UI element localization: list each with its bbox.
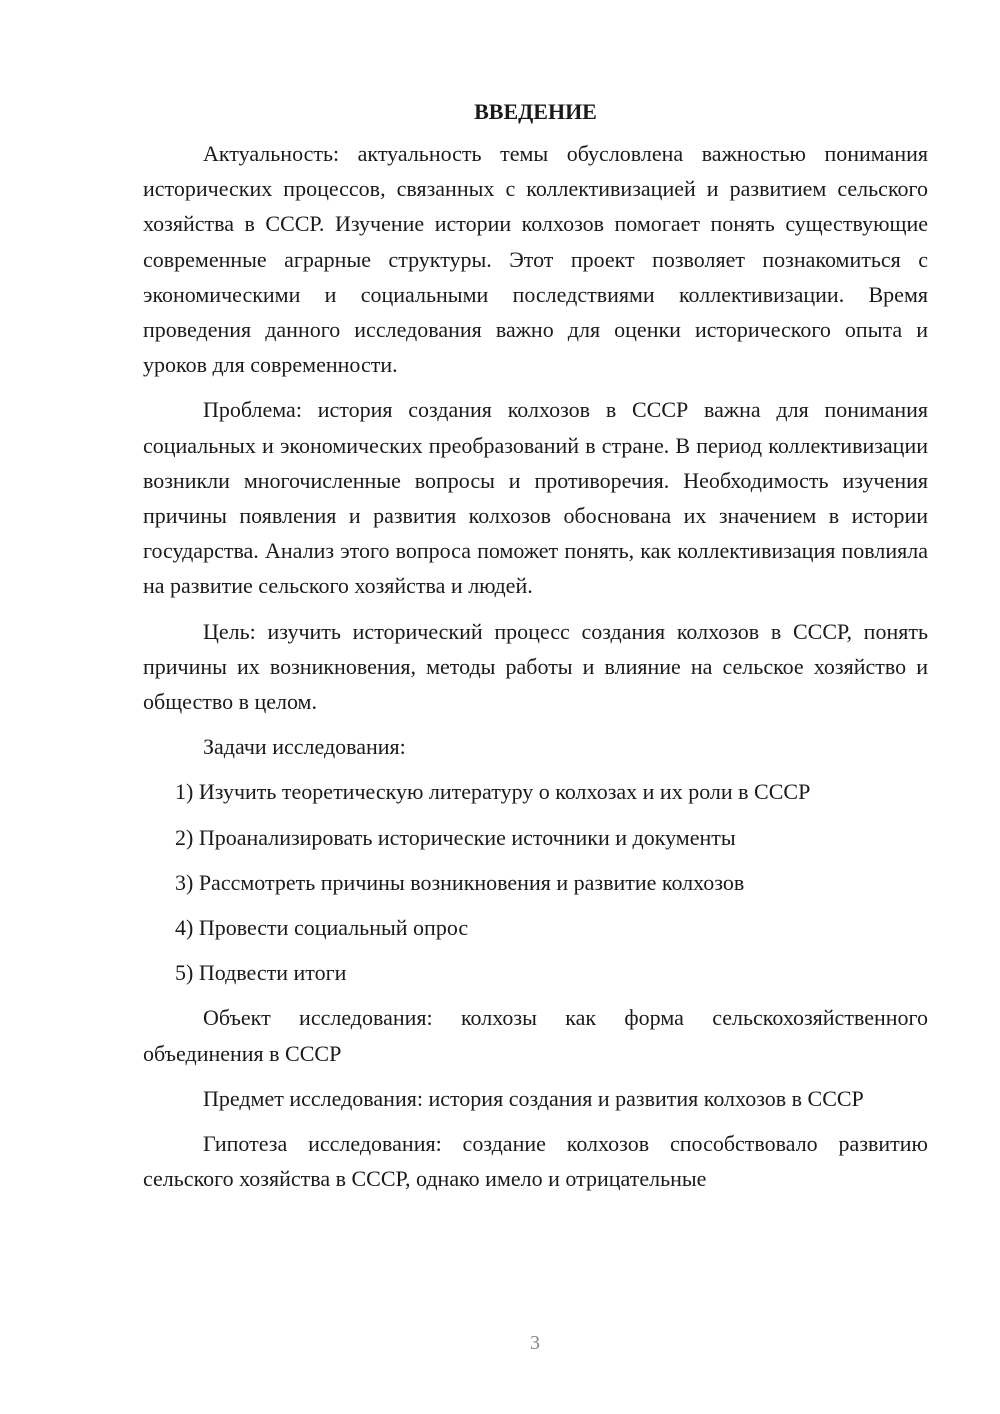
document-page	[143, 94, 928, 1206]
task-item: 1) Изучить теоретическую литературу о колхозах и их роли в СССР	[175, 779, 811, 805]
task-item: 3) Рассмотреть причины возникновения и развитие колхозов	[175, 869, 745, 895]
tasks-label: Задачи исследования:	[203, 734, 406, 760]
relevance-paragraph: Актуальность: актуальность темы обусловлена важностью понимания исторических процессов, связанных с коллективизацией и развитием сельского хозяйства в СССР. Изучение истории колхозов помогает понять существующие современные аграрные структуры. Этот проект позволяет познакомиться с экономическими и социальными последствиями коллективизации. Время проведения данного исследования важно для оценки исторического опыта и уроков для современности.	[143, 141, 928, 378]
problem-paragraph: Проблема: история создания колхозов в СССР важна для понимания социальных и экономических преобразований в стране. В период коллективизации возникли многочисленные вопросы и противоречия. Необходимость изучения причины появления и развития колхозов обоснована их значением в истории государства. Анализ этого вопроса поможет понять, как коллективизация повлияла на развитие сельского хозяйства и людей.	[143, 397, 928, 599]
goal-paragraph: Цель: изучить исторический процесс создания колхозов в СССР, понять причины их возникновения, методы работы и влияние на сельское хозяйство и общество в целом.	[143, 618, 928, 715]
page-title: ВВЕДЕНИЕ	[474, 99, 597, 124]
page-number: 3	[530, 1332, 540, 1354]
subject-paragraph: Предмет исследования: история создания и развития колхозов в СССР	[203, 1085, 864, 1111]
task-item: 4) Провести социальный опрос	[175, 915, 469, 941]
hypothesis-paragraph: Гипотеза исследования: создание колхозов способствовало развитию сельского хозяйства в СССР, однако имело и отрицательные	[143, 1131, 928, 1192]
task-item: 2) Проанализировать исторические источники и документы	[175, 824, 736, 850]
object-paragraph: Объект исследования: колхозы как форма сельскохозяйственного объединения в СССР	[143, 1005, 928, 1066]
tasks-list	[143, 774, 928, 990]
task-item: 5) Подвести итоги	[175, 960, 347, 986]
